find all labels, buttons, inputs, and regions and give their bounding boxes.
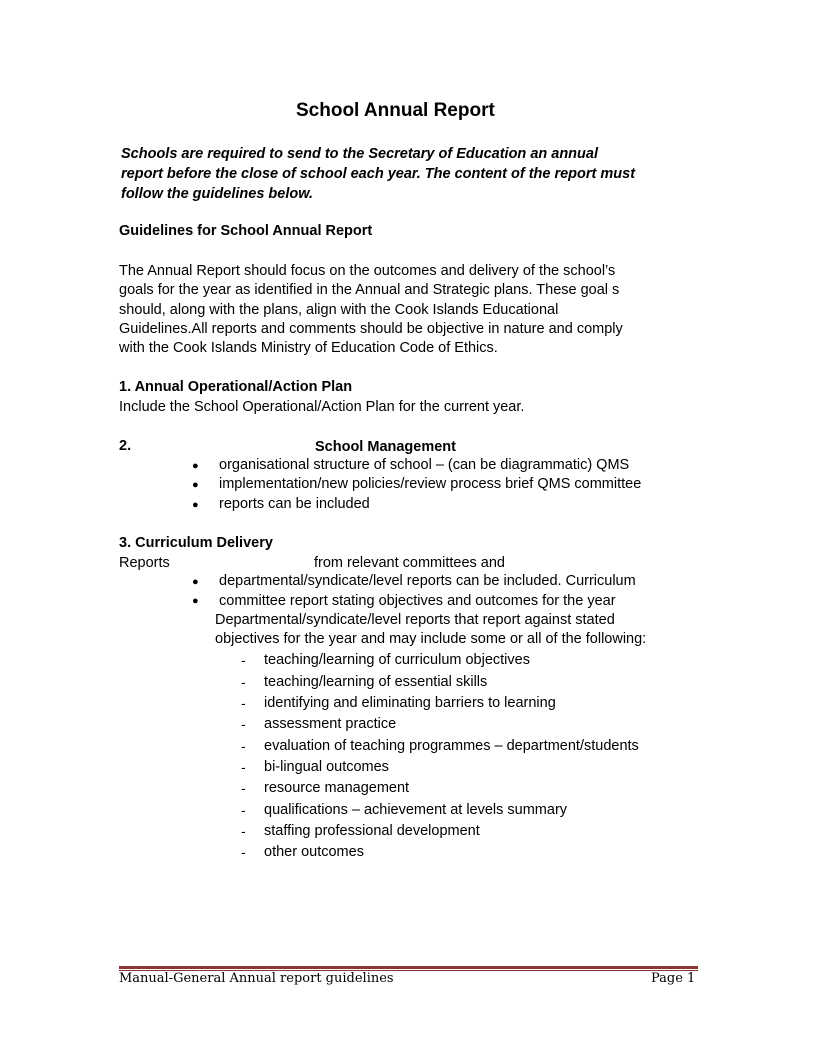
list-item: identifying and eliminating barriers to learning (264, 695, 556, 711)
list-item: teaching/learning of essential skills (264, 674, 488, 690)
guidelines-heading: Guidelines for School Annual Report (119, 223, 373, 239)
dash-marker: - (241, 695, 246, 711)
paragraph-line: with the Cook Islands Ministry of Education Code of Ethics. (119, 340, 498, 356)
dash-marker: - (241, 716, 246, 732)
section2-number: 2. (119, 438, 132, 454)
list-item: teaching/learning of curriculum objectives (264, 652, 530, 668)
list-item: reports can be included (219, 496, 370, 512)
continuation-line: Departmental/syndicate/level reports that report against stated (215, 612, 615, 628)
bullet-icon: ● (192, 499, 199, 511)
bullet-icon: ● (192, 479, 199, 491)
paragraph-line: Guidelines.All reports and comments should be objective in nature and comply (119, 321, 623, 337)
list-item: staffing professional development (264, 823, 480, 839)
dash-marker: - (241, 674, 246, 690)
reports-label: Reports (119, 555, 170, 571)
bullet-icon: ● (192, 595, 199, 607)
list-item: assessment practice (264, 716, 397, 732)
list-item: organisational structure of school – (can be diagrammatic) QMS (219, 457, 630, 473)
section1-heading: 1. Annual Operational/Action Plan (119, 379, 353, 395)
list-item: committee report stating objectives and outcomes for the year (219, 593, 616, 609)
page-title: School Annual Report (296, 100, 495, 121)
intro-line: report before the close of school each year. The content of the report must (121, 166, 636, 182)
section2-heading: School Management (315, 439, 456, 455)
list-item: qualifications – achievement at levels summary (264, 802, 568, 818)
intro-line: Schools are required to send to the Secretary of Education an annual (121, 146, 598, 162)
dash-marker: - (241, 844, 246, 860)
dash-marker: - (241, 802, 246, 818)
dash-marker: - (241, 652, 246, 668)
paragraph-line: goals for the year as identified in the Annual and Strategic plans. These goal s (119, 282, 620, 298)
section1-text: Include the School Operational/Action Plan for the current year. (119, 399, 525, 415)
footer-rule (119, 966, 698, 969)
paragraph-line: should, along with the plans, align with the Cook Islands Educational (119, 302, 559, 318)
section3-heading: 3. Curriculum Delivery (119, 535, 273, 551)
list-item: evaluation of teaching programmes – department/students (264, 738, 639, 754)
paragraph-line: The Annual Report should focus on the outcomes and delivery of the school’s (119, 263, 616, 279)
list-item: bi-lingual outcomes (264, 759, 389, 775)
list-item: other outcomes (264, 844, 364, 860)
bullet-icon: ● (192, 576, 199, 588)
intro-line: follow the guidelines below. (121, 186, 313, 202)
list-item: implementation/new policies/review process brief QMS committee (219, 476, 642, 492)
continuation-line: objectives for the year and may include some or all of the following: (215, 631, 647, 647)
reports-continuation: from relevant committees and (314, 555, 505, 571)
dash-marker: - (241, 823, 246, 839)
dash-marker: - (241, 780, 246, 796)
dash-marker: - (241, 759, 246, 775)
list-item: resource management (264, 780, 410, 796)
page-number: Page 1 (651, 971, 696, 986)
bullet-icon: ● (192, 460, 199, 472)
footer-title: Manual-General Annual report guidelines (119, 971, 394, 986)
dash-marker: - (241, 738, 246, 754)
list-item: departmental/syndicate/level reports can be included. Curriculum (219, 573, 636, 589)
